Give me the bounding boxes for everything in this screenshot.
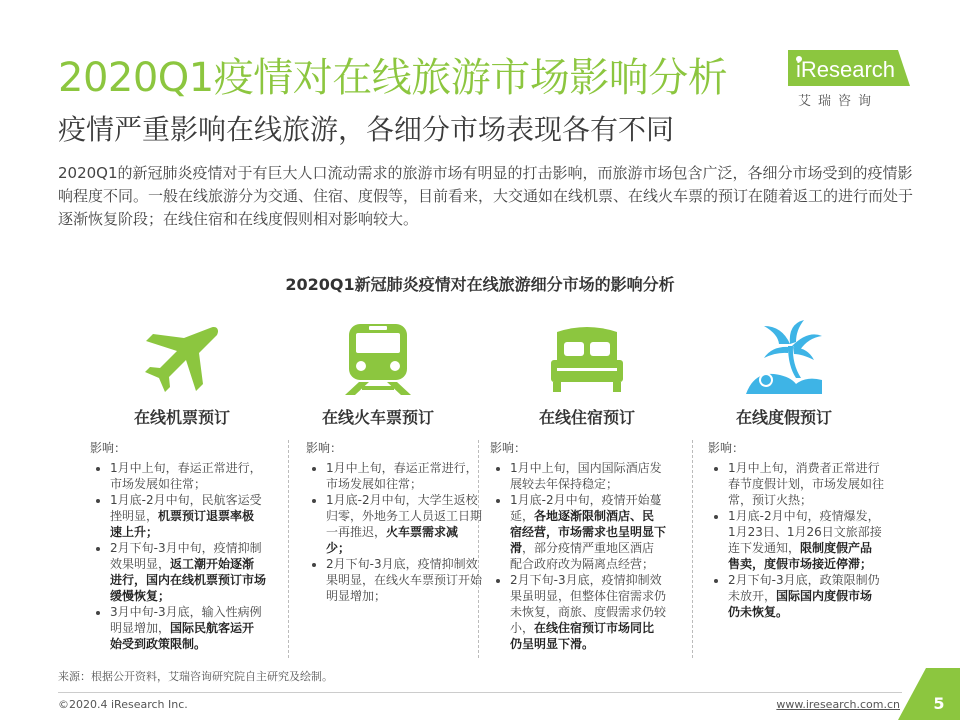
col-body-train — [306, 440, 482, 604]
impact-label: 影响： — [708, 441, 745, 455]
impact-text-bold: 国际民航客运开始受到政策限制。 — [110, 621, 255, 651]
footer-divider — [58, 692, 902, 693]
page-number: 5 — [933, 694, 945, 713]
impact-item — [510, 572, 666, 652]
impact-list — [490, 460, 666, 652]
section-title: 2020Q1新冠肺炎疫情对在线旅游细分市场的影响分析 — [285, 275, 675, 294]
impact-item — [110, 604, 266, 652]
impact-item — [326, 556, 482, 604]
impact-label: 影响： — [490, 441, 527, 455]
impact-text-bold: 限制度假产品售卖，度假市场接近停滞； — [728, 541, 873, 571]
bed-icon — [547, 320, 627, 395]
column-divider — [478, 440, 479, 658]
impact-label: 影响： — [90, 441, 127, 455]
impact-text: 1月中上旬，春运正常进行，市场发展如往常； — [326, 461, 478, 491]
impact-item — [510, 492, 666, 572]
impact-text: 1月底-2月中旬，民航客运受挫明显， — [110, 493, 262, 523]
impact-text: 1月底-2月中旬，疫情开始蔓延， — [510, 493, 662, 523]
impact-text-bold: 机票预订退票率极速上升； — [110, 509, 255, 539]
impact-item — [728, 508, 884, 572]
page-title: 2020Q1疫情对在线旅游市场影响分析 — [58, 55, 728, 101]
impact-text: 2月下旬-3月底，政策限制仍未放开， — [728, 573, 880, 603]
impact-text: 1月中上旬，春运正常进行，市场发展如往常； — [110, 461, 262, 491]
impact-item — [110, 540, 266, 604]
impact-text-bold: 火车票需求减少； — [326, 525, 459, 555]
website-link[interactable]: www.iresearch.com.cn — [776, 698, 900, 711]
impact-item — [326, 460, 482, 492]
col-body-vacation — [708, 440, 884, 620]
column-divider — [692, 440, 693, 658]
impact-list — [306, 460, 482, 604]
impact-text: 2月下旬-3月中旬，疫情抑制效果明显， — [110, 541, 262, 571]
impact-list — [708, 460, 884, 620]
impact-text: 2月下旬-3月底，疫情抑制效果虽明显，但整体住宿需求仍未恢复，商旅、度假需求仍较小， — [510, 573, 667, 635]
col-body-flights — [90, 440, 266, 652]
column-divider — [288, 440, 289, 658]
source-note: 来源：根据公开资料，艾瑞咨询研究院自主研究及绘制。 — [58, 670, 333, 683]
col-title-flights: 在线机票预订 — [133, 408, 230, 427]
impact-item — [510, 460, 666, 492]
impact-text: 3月中旬-3月底，输入性病例明显增加， — [110, 605, 262, 635]
impact-text: 1月底-2月中旬，疫情爆发，1月23日、1月26日文旅部接连下发通知， — [728, 509, 882, 555]
impact-text-bold: 国际国内度假市场仍未恢复。 — [728, 589, 873, 619]
impact-text-bold: 返工潮开始逐渐进行，国内在线机票预订市场缓慢恢复； — [110, 557, 267, 603]
impact-text: 1月中上旬，国内国际酒店发展较去年保持稳定； — [510, 461, 662, 491]
palm-tree-icon — [744, 320, 824, 395]
airplane-icon — [142, 320, 222, 395]
impact-text: 1月底-2月中旬，大学生返校归零，外地务工人员返工日期一再推迟， — [326, 493, 483, 539]
col-title-train: 在线火车票预订 — [321, 408, 434, 427]
train-icon — [338, 320, 418, 395]
page-subtitle: 疫情严重影响在线旅游，各细分市场表现各有不同 — [58, 113, 675, 146]
impact-item — [110, 492, 266, 540]
impact-text-bold: 在线住宿预订市场同比仍呈明显下滑。 — [510, 621, 655, 651]
impact-item — [110, 460, 266, 492]
impact-text: 1月中上旬，消费者正常进行春节度假计划，市场发展如往常，预订火热； — [728, 461, 885, 507]
logo-subtext: 艾瑞咨询 — [798, 94, 879, 109]
impact-text-bold: 各地逐渐限制酒店、民宿经营，市场需求也呈明显下滑 — [510, 509, 667, 555]
logo-wordmark: iResearch — [796, 57, 896, 82]
impact-text: ，部分疫情严重地区酒店配合政府改为隔离点经营； — [510, 541, 655, 571]
impact-label: 影响： — [306, 441, 343, 455]
col-body-hotel — [490, 440, 666, 652]
intro-paragraph: 2020Q1的新冠肺炎疫情对于有巨大人口流动需求的旅游市场有明显的打击影响，而旅游市场包含广泛，各细分市场受到的疫情影响程度不同。一般在线旅游分为交通、住宿、度假等，目前看来，大交通如在线机票、在线火车票的预订在随着返工的进行而处于逐渐恢复阶段；在线住宿和在线度假则相对影响较大。 — [58, 164, 914, 228]
impact-item — [728, 460, 884, 508]
col-title-hotel: 在线住宿预订 — [538, 408, 635, 427]
logo-badge — [786, 48, 912, 88]
iresearch-logo — [786, 48, 916, 110]
copyright: ©2020.4 iResearch Inc. — [58, 698, 188, 711]
col-title-vacation: 在线度假预订 — [735, 408, 832, 427]
impact-item — [326, 492, 482, 556]
impact-item — [728, 572, 884, 620]
impact-text: 2月下旬-3月底，疫情抑制效果明显，在线火车票预订开始明显增加； — [326, 557, 483, 603]
impact-list — [90, 460, 266, 652]
